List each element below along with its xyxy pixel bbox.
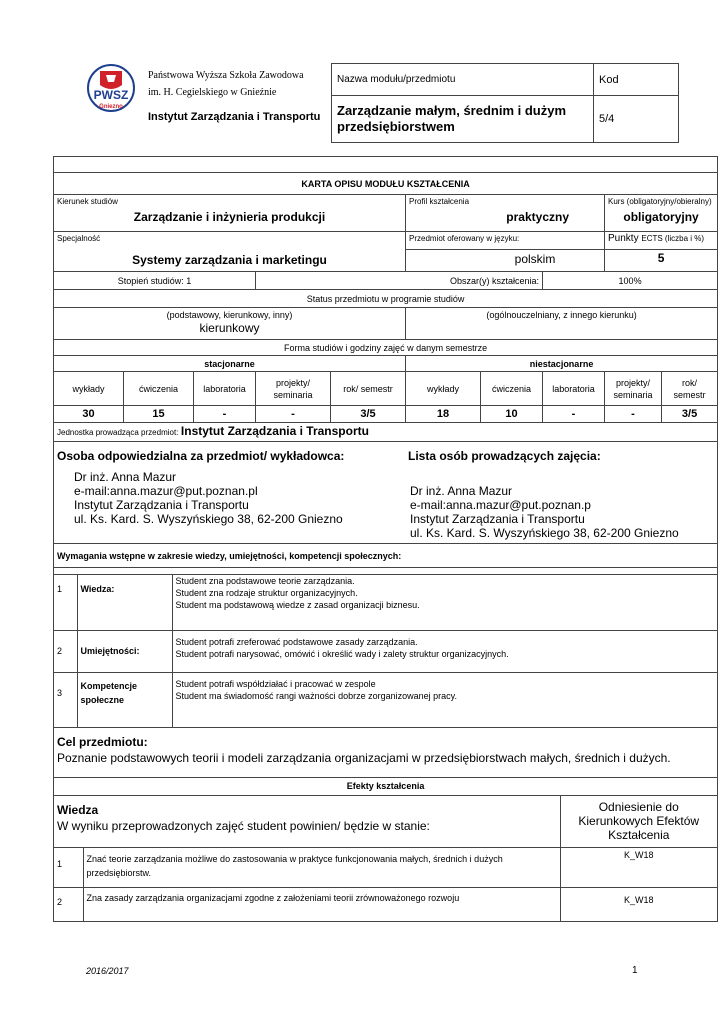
requirement-name: Kompetencje społeczne xyxy=(77,673,172,727)
code-label: Kod xyxy=(594,64,679,96)
requirements-table xyxy=(54,574,717,727)
specialty-cell xyxy=(54,232,406,272)
requirement-num: 2 xyxy=(54,631,77,673)
institution-header xyxy=(86,63,331,143)
profile-cell xyxy=(406,195,605,232)
language-cell xyxy=(406,232,605,272)
responsible-title: Osoba odpowiedzialna za przedmiot/ wykładowca: xyxy=(57,449,345,463)
unit-value: Instytut Zarządzania i Transportu xyxy=(180,424,369,438)
requirement-content xyxy=(172,631,717,673)
col-header: laboratoria xyxy=(543,372,605,406)
specialty-label: Specjalność xyxy=(57,234,101,243)
col-header: rok/ semestr xyxy=(331,372,406,406)
profile-value: praktyczny xyxy=(506,210,569,224)
col-header: rok/ semestr xyxy=(662,372,718,406)
hours-value: 3/5 xyxy=(662,406,718,423)
module-name-label: Nazwa modułu/przedmiotu xyxy=(332,64,594,96)
lecturer-line: Dr inż. Anna Mazur xyxy=(410,484,513,498)
hours-value: 18 xyxy=(406,406,481,423)
col-header: wykłady xyxy=(406,372,481,406)
field-of-study-cell xyxy=(54,195,406,232)
hours-value: 30 xyxy=(54,406,124,423)
hours-value: 3/5 xyxy=(331,406,406,423)
code-value: 5/4 xyxy=(594,96,679,143)
nonstationary-label: niestacjonarne xyxy=(406,356,718,372)
status-label: Status przedmiotu w programie studiów xyxy=(54,290,718,308)
hours-value: - xyxy=(256,406,331,423)
effect-ref: K_W18 xyxy=(560,888,717,922)
area-label: Obszar(y) kształcenia: xyxy=(256,272,543,290)
ects-label-sub: ECTS (liczba i %) xyxy=(641,234,705,243)
specialty-value: Systemy zarządzania i marketingu xyxy=(132,253,327,267)
module-card-table xyxy=(53,156,718,922)
persons-cell xyxy=(54,442,718,544)
profile-label: Profil kształcenia xyxy=(409,197,470,206)
footer-year: 2016/2017 xyxy=(86,966,129,976)
requirement-content xyxy=(172,575,717,631)
reference-header: Odniesienie do Kierunkowych Efektów Kształcenia xyxy=(560,796,717,848)
requirement-line: Student zna rodzaje struktur organizacyjnych. xyxy=(175,588,358,598)
goal-cell xyxy=(54,727,718,777)
hours-value: - xyxy=(605,406,662,423)
status-left-value: kierunkowy xyxy=(199,321,260,335)
responsible-line: ul. Ks. Kard. S. Wyszyńskiego 38, 62-200 Gniezno xyxy=(74,512,343,526)
requirements-cell xyxy=(54,568,718,728)
institution-line1: Państwowa Wyższa Szkoła Zawodowa xyxy=(148,70,304,81)
language-value: polskim xyxy=(514,252,556,266)
knowledge-title: Wiedza xyxy=(57,802,99,817)
ects-label: Punkty xyxy=(608,233,639,244)
logo-subtext: Gniezno xyxy=(99,104,123,110)
lecturers-title: Lista osób prowadzących zajęcia: xyxy=(408,449,601,463)
requirement-content xyxy=(172,673,717,727)
requirement-line: Student potrafi zreferować podstawowe zasady zarządzania. xyxy=(175,637,418,647)
requirement-row xyxy=(54,631,717,673)
status-left-cell xyxy=(54,308,406,340)
knowledge-header xyxy=(54,796,560,848)
requirement-line: Student ma podstawową wiedze z zasad organizacji biznesu. xyxy=(175,600,420,610)
logo-text: PWSZ xyxy=(93,88,129,102)
unit-cell xyxy=(54,423,718,442)
requirement-num: 3 xyxy=(54,673,77,727)
effects-title: Efekty kształcenia xyxy=(54,777,718,795)
ects-value: 5 xyxy=(657,251,665,265)
requirement-num: 1 xyxy=(54,575,77,631)
effect-num: 2 xyxy=(54,888,83,922)
status-right-hint: (ogólnouczelniany, z innego kierunku) xyxy=(406,308,718,340)
requirement-name: Umiejętności: xyxy=(77,631,172,673)
col-header: projekty/ seminaria xyxy=(256,372,331,406)
responsible-list xyxy=(74,470,343,526)
hours-value: 10 xyxy=(481,406,543,423)
hours-value: 15 xyxy=(124,406,194,423)
institution-line2: im. H. Cegielskiego w Gnieźnie xyxy=(148,87,277,98)
col-header: ćwiczenia xyxy=(481,372,543,406)
effects-cell xyxy=(54,795,718,922)
module-header-table xyxy=(331,63,679,143)
knowledge-intro: W wyniku przeprowadzonych zajęć student powinien/ będzie w stanie: xyxy=(57,818,430,833)
goal-title: Cel przedmiotu: xyxy=(57,734,148,749)
effect-row xyxy=(54,848,717,888)
effect-ref: K_W18 xyxy=(560,848,717,888)
requirements-title: Wymagania wstępne w zakresie wiedzy, umiejętności, kompetencji społecznych: xyxy=(54,544,718,568)
course-type-cell xyxy=(605,195,718,232)
field-label: Kierunek studiów xyxy=(57,197,118,206)
requirement-line: Student potrafi współdziałać i pracować w zespole xyxy=(175,679,376,689)
effect-row xyxy=(54,888,717,922)
ects-cell xyxy=(605,232,718,272)
responsible-line: Instytut Zarządzania i Transportu xyxy=(74,498,249,512)
col-header: laboratoria xyxy=(194,372,256,406)
responsible-line: e-mail:anna.mazur@put.poznan.pl xyxy=(74,484,258,498)
requirement-line: Student ma świadomość rangi ważności dobrze zorganizowanej pracy. xyxy=(175,691,457,701)
col-header: ćwiczenia xyxy=(124,372,194,406)
hours-header-row xyxy=(54,372,718,406)
responsible-line: Dr inż. Anna Mazur xyxy=(74,470,177,484)
language-label: Przedmiot oferowany w języku: xyxy=(406,232,604,250)
degree-label: Stopień studiów: 1 xyxy=(54,272,256,290)
requirement-line: Student zna podstawowe teorie zarządzania. xyxy=(175,576,355,586)
stationary-label: stacjonarne xyxy=(54,356,406,372)
field-value: Zarządzanie i inżynieria produkcji xyxy=(133,210,326,224)
institute-name: Instytut Zarządzania i Transportu xyxy=(148,111,321,123)
requirement-row xyxy=(54,673,717,727)
requirement-line: Student potrafi narysować, omówić i określić wady i zalety struktur organizacyjnych. xyxy=(175,649,509,659)
course-type-label: Kurs (obligatoryjny/obieralny) xyxy=(608,197,712,206)
col-header: wykłady xyxy=(54,372,124,406)
hours-value: - xyxy=(543,406,605,423)
effect-text: Zna zasady zarządzania organizacjami zgodne z założeniami teorii zrównoważonego rozwoju xyxy=(83,888,560,922)
university-logo xyxy=(86,63,136,113)
effect-num: 1 xyxy=(54,848,83,888)
status-left-hint: (podstawowy, kierunkowy, inny) xyxy=(166,310,293,320)
requirement-name: Wiedza: xyxy=(77,575,172,631)
forms-label: Forma studiów i godziny zajęć w danym semestrze xyxy=(54,340,718,356)
module-name: Zarządzanie małym, średnim i dużym przedsiębiorstwem xyxy=(332,96,594,143)
area-value: 100% xyxy=(543,272,718,290)
effect-text: Znać teorie zarządzania możliwe do zastosowania w praktyce funkcjonowania małych, średnich i dużych przedsiębiorstw. xyxy=(83,848,560,888)
lecturers-list xyxy=(410,484,679,540)
course-type-value: obligatoryjny xyxy=(623,210,699,224)
spacer-row xyxy=(54,157,718,173)
card-title: KARTA OPISU MODUŁU KSZTAŁCENIA xyxy=(54,173,718,195)
hours-value: - xyxy=(194,406,256,423)
page-number: 1 xyxy=(632,965,638,976)
col-header: projekty/ seminaria xyxy=(605,372,662,406)
hours-values-row xyxy=(54,406,718,423)
lecturer-line: ul. Ks. Kard. S. Wyszyńskiego 38, 62-200 Gniezno xyxy=(410,526,679,540)
goal-text: Poznanie podstawowych teorii i modeli zarządzania organizacjami w przedsiębiorstwach małych, średnich i dużych. xyxy=(57,750,671,765)
lecturer-line: e-mail:anna.mazur@put.poznan.p xyxy=(410,498,591,512)
unit-label: Jednostka prowadząca przedmiot: xyxy=(57,428,179,437)
lecturer-line: Instytut Zarządzania i Transportu xyxy=(410,512,585,526)
requirement-row xyxy=(54,575,717,631)
effects-table xyxy=(54,796,717,923)
